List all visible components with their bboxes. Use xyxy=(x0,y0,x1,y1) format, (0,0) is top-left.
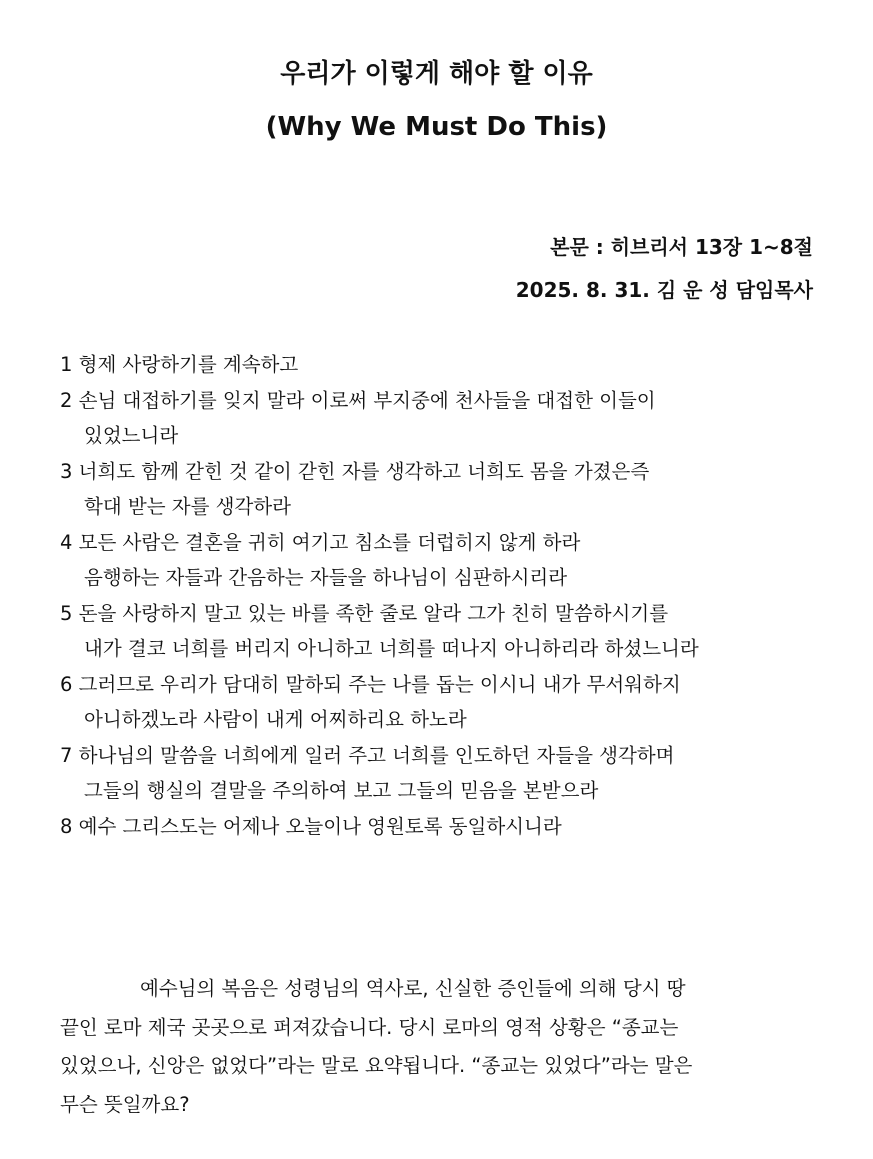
paragraph-line: 끝인 로마 제국 곳곳으로 퍼져갔습니다. 당시 로마의 영적 상황은 “종교는 xyxy=(60,1015,679,1039)
paragraph-line: 무슨 뜻일까요? xyxy=(60,1092,190,1116)
scripture-reference: 본문 : 히브리서 13장 1~8절 xyxy=(550,235,813,259)
verse-2-continuation: 있었느니라 xyxy=(84,424,179,447)
verse-4: 4 모든 사람은 결혼을 귀히 여기고 침소를 더럽히지 않게 하라 xyxy=(60,530,581,554)
verse-6-continuation: 아니하겠노라 사람이 내게 어찌하리요 하노라 xyxy=(84,708,467,731)
verse-4-continuation: 음행하는 자들과 간음하는 자들을 하나님이 심판하시리라 xyxy=(84,566,568,589)
sermon-title-korean: 우리가 이렇게 해야 할 이유 xyxy=(280,59,593,89)
verse-3-continuation: 학대 받는 자를 생각하라 xyxy=(84,495,291,518)
verse-7-continuation: 그들의 행실의 결말을 주의하여 보고 그들의 믿음을 본받으라 xyxy=(84,779,599,802)
paragraph-line: 있었으나, 신앙은 없었다”라는 말로 요약됩니다. “종교는 있었다”라는 말은 xyxy=(60,1054,693,1077)
date-and-author: 2025. 8. 31. 김 운 성 담임목사 xyxy=(515,278,813,302)
verse-1: 1 형제 사랑하기를 계속하고 xyxy=(60,353,299,376)
verse-5-continuation: 내가 결코 너희를 버리지 아니하고 너희를 떠나지 아니하리라 하셨느니라 xyxy=(84,637,699,660)
sermon-body-paragraph xyxy=(60,970,815,1124)
paragraph-line: 예수님의 복음은 성령님의 역사로, 신실한 증인들에 의해 당시 땅 xyxy=(140,977,686,1000)
scripture-passage xyxy=(60,347,820,844)
verse-2: 2 손님 대접하기를 잊지 말라 이로써 부지중에 천사들을 대접한 이들이 xyxy=(60,388,656,412)
verse-6: 6 그러므로 우리가 담대히 말하되 주는 나를 돕는 이시니 내가 무서워하지 xyxy=(60,672,681,696)
sermon-title-english: (Why We Must Do This) xyxy=(265,112,608,142)
verse-3: 3 너희도 함께 갇힌 것 같이 갇힌 자를 생각하고 너희도 몸을 가졌은즉 xyxy=(60,459,650,483)
verse-7: 7 하나님의 말씀을 너희에게 일러 주고 너희를 인도하던 자들을 생각하며 xyxy=(60,743,675,767)
verse-8: 8 예수 그리스도는 어제나 오늘이나 영원토록 동일하시니라 xyxy=(60,814,562,838)
verse-5: 5 돈을 사랑하지 말고 있는 바를 족한 줄로 알라 그가 친히 말씀하시기를 xyxy=(60,601,669,625)
